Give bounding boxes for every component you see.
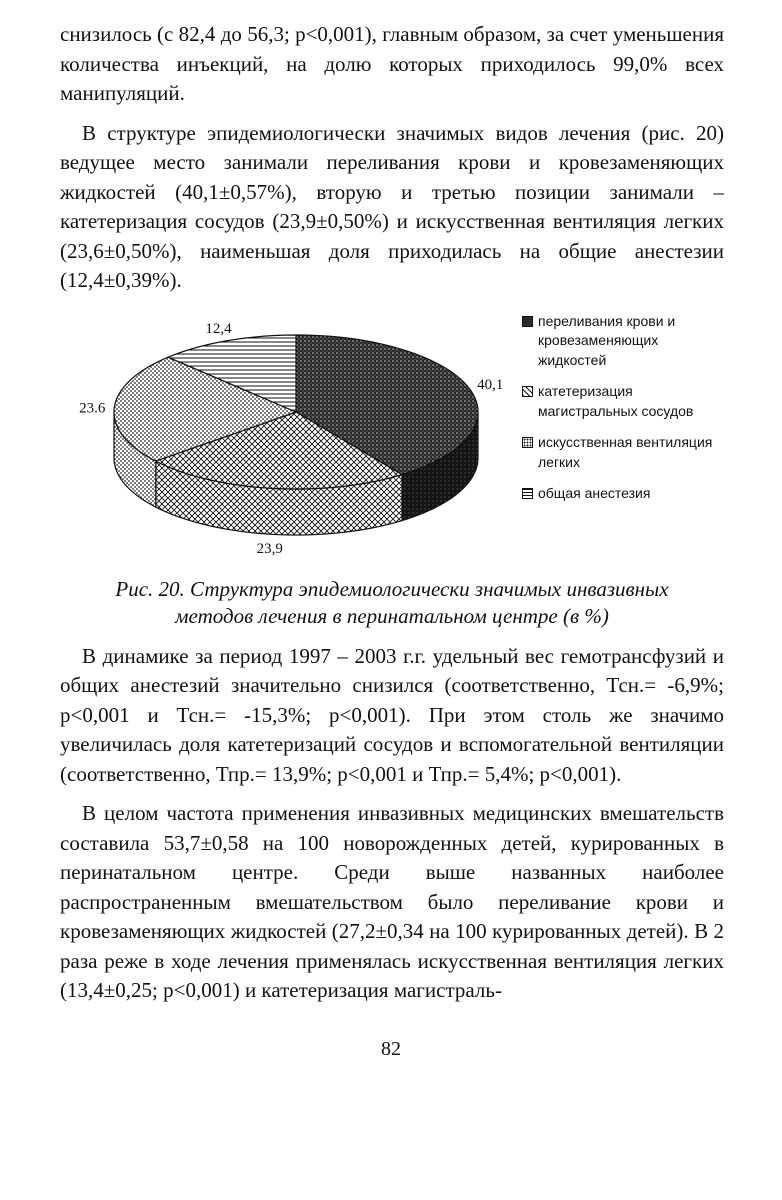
data-label: 23,9 xyxy=(256,540,283,557)
figure-pie-chart xyxy=(60,312,724,570)
legend-item-ventilation xyxy=(522,433,722,472)
legend-swatch-lines-icon xyxy=(522,488,533,499)
legend-swatch-crosshatch-icon xyxy=(522,386,533,397)
paragraph-4: В целом частота применения инвазивных медицинских вмешательств составила 53,7±0,58 на 100 новорожденных детей, курированных в перинатальном центре. Среди выше названных наиболее распространенным вмешательством было переливание крови и кровезаменяющих жидкостей (27,2±0,34 на 100 курированных детей). В 2 раза реже в ходе лечения применялась искусственная вентиляция легких (13,4±0,25; p<0,001) и катетеризация магистраль- xyxy=(60,801,724,1002)
data-label: 23.6 xyxy=(79,399,106,416)
legend-label: общая анестезия xyxy=(538,485,651,501)
paragraph-1: снизилось (с 82,4 до 56,3; p<0,001), главным образом, за счет уменьшения количества инъекций, на долю которых приходилось 99,0% всех манипуляций. xyxy=(60,22,724,105)
data-label: 12,4 xyxy=(205,320,232,337)
chart-legend xyxy=(522,312,722,516)
pie-chart xyxy=(60,312,520,570)
data-label: 40,1 xyxy=(477,376,504,393)
legend-item-catheterization xyxy=(522,382,722,421)
caption-line-2: методов лечения в перинатальном центре (в %) xyxy=(175,603,609,628)
figure-caption xyxy=(60,576,724,630)
page-number: 82 xyxy=(381,1038,401,1060)
paragraph-3: В динамике за период 1997 – 2003 г.г. удельный вес гемотрансфузий и общих анестезий значительно снизился (соответственно, Тсн.= -6,9%; p<0,001 и Тсн.= -15,3%; p<0,001). При этом столь же значимо увеличилась доля катетеризаций сосудов и вспомогательной вентиляции (соответственно, Тпр.= 13,9%; p<0,001 и Тпр.= 5,4%; p<0,001). xyxy=(60,643,724,786)
legend-item-transfusion xyxy=(522,312,722,371)
legend-label: искусственная вентиляция легких xyxy=(538,434,713,470)
legend-swatch-dark-icon xyxy=(522,316,533,327)
legend-label: переливания крови и кровезаменяющих жидкостей xyxy=(538,312,676,368)
page-body xyxy=(60,20,724,1006)
legend-item-anesthesia xyxy=(522,484,722,504)
legend-label: катетеризация магистральных сосудов xyxy=(538,383,694,419)
paragraph-2: В структуре эпидемиологически значимых видов лечения (рис. 20) ведущее место занимали переливания крови и кровезаменяющих жидкостей (40,1±0,57%), вторую и третью позиции занимали – катетеризация сосудов (23,9±0,50%) и искусственная вентиляция легких (23,6±0,50%), наименьшая доля приходилась на общие анестезии (12,4±0,39%). xyxy=(60,120,724,292)
legend-swatch-dotted-icon xyxy=(522,437,533,448)
caption-line-1: Рис. 20. Структура эпидемиологически значимых инвазивных xyxy=(115,576,669,601)
